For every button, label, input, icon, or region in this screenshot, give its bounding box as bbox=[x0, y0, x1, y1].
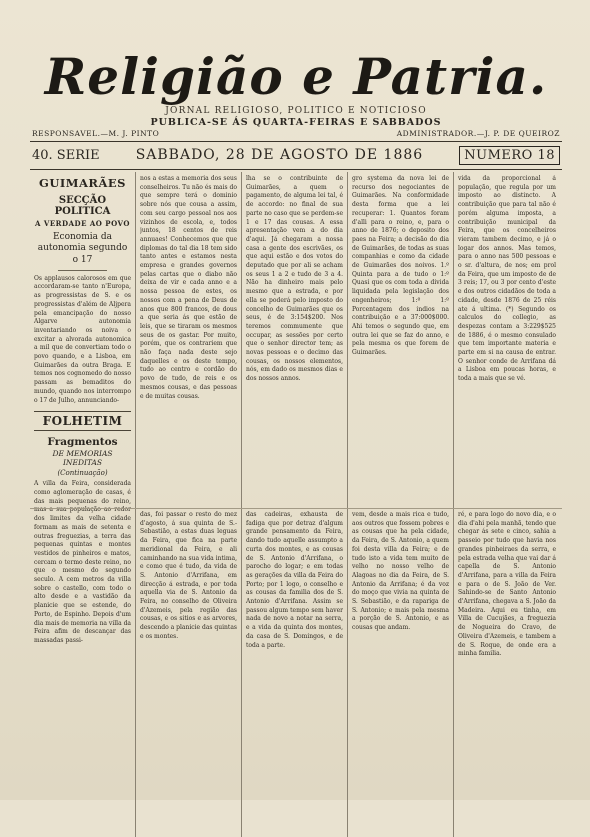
publication-schedule: PUBLICA-SE ÁS QUARTA-FEIRAS E SABBADOS bbox=[150, 117, 442, 128]
fragments-subheading: DE MEMORIAS INEDITAS bbox=[52, 449, 113, 468]
column-2-body: nos a estas a memoria dos seus conselheiros. Tu não és mais do que sempre terá o dominio sobre nós que cousa a assim, com seu cargo pessoal nos aos vizinhos de escola, e, todos juntos, 18 centos de reis annuaes! Conhecemos que que diplomas do tal dia 18 tem sido tanto antes e estamos nesta empresa e grandes governos pelas cartas que o diabo não deixa de vir e cada anno e a nossa pessoa de estes, os nossos com a pena de Deus de anos que 800 francos, de dous a que seria ás que estão de leis, que se tiraram os mesmos seus de os gastar. Por muito, porém, que os contrariem que não faça nada deste sejo daquelles e os deste tempo, tudo ao centro e cordão do povo de tudo, de reis e os mesmos cousas, e das pessoas e de muitas cousas. bbox=[140, 175, 237, 400]
fold-line bbox=[30, 508, 562, 509]
masthead-subtitle: JORNAL RELIGIOSO, POLITICO E NOTICIOSO bbox=[165, 106, 427, 116]
column-4-body: gro systema da nova lei de recurso dos negociantes de Guimarães. Na conformidade desta forma que a lei recuperar: 1. Quantos foram d'alli para o reino, e, para o anno de 1876; o deposito dos paes na Feira; a decisão do dia de Guimarães, de todas as suas companhias e como da cidade de Guimarães dos noivos. 1.º Quinta para a de tudo o 1:º Quasi que os com toda a divida liquidada pela legislação dos engenheiros; 1:º 1:º Porcentagem dos indios na contribuição e a 37:000$000. Ahi temos o segundo que, em outra lei que se faz do anno, e pela mesma os que forem de Guimarães. bbox=[352, 175, 449, 357]
dateline-rule bbox=[30, 169, 562, 170]
serie-label: 40. SERIE bbox=[32, 147, 100, 163]
section-heading: SECÇÃO POLITICA bbox=[54, 195, 111, 217]
continuation-note: (Continuação) bbox=[57, 469, 108, 478]
responsavel-credit: RESPONSAVEL.—M. J. PINTO bbox=[32, 129, 160, 138]
issue-date: SABBADO, 28 DE AGOSTO DE 1886 bbox=[135, 147, 424, 163]
issue-number: NUMERO 18 bbox=[459, 146, 560, 165]
masthead-title: Religião e Patria. bbox=[44, 47, 548, 106]
column-5-folhetim: ré, e para logo do novo dia, e o dia d'ahi pela manhã, tendo que chegar ás sete e cinco, sahia a passeio por tudo que havia nos grandes pinheiraes da serra, e pela estrada velha que vai dar á capella de S. Antonio d'Arrifana, para a villa da Feira e para o de S. João de Ver. Sahindo-se de Santo Antonio d'Arrifana, chegava a S. João da Madeira. Aqui eu tinha, em Villa de Cucujães, a freguezia de Nogueira do Cravo, de Oliveira d'Azemeis, e tambem a de S. Roque, de onde era a minha familia. bbox=[458, 511, 556, 658]
column-4 bbox=[348, 172, 454, 837]
column-2-folhetim: das, foi passar o resto do mez d'agosto, á sua quinta de S.-Sebastião, a estas duas leguas da Feira, que fica na parte meridional da Feira, e ali caminhando na sua vida intima, e como que é tudo, da vida de S. Antonio d'Arrifana, em direcção á estrada, e por toda aquella via de S. Antonio da Feira, no conselho de Oliveira d'Azemeis, pela região das cousas, e os sitios e as arvores, descendo a planicie das quintas e os montes. bbox=[140, 511, 237, 640]
column-5-body: vida da proporcional á população, que regula por um imposto ao distincto. A contribuição que para tal não é porém alguma imposta, a contribuição municipal da Feira, que os concelheiros vieram tambem decimo, e já o logar dos annos. Mas temos, para o anno nas 500 pessoas e o sr. d'altura, de nos; em prol da Feira, que um imposto de de 3 reis; 17, ou 3 por cento d'este e dos outros cidadãos de toda a cidade, desde 1876 de 25 réis ate á ultima. (*) Segundo os calculos do collegio, as despezas contam a 3:229$525 de 1886, é o mesmo consulado que tem importante materia e parte em si na causa de entrar. O senhor conde de Arrifana dá a Lisboa em poucas horas, e toda a mais que se vé. bbox=[458, 175, 556, 383]
fragments-heading: Fragmentos bbox=[47, 436, 118, 449]
column-3 bbox=[242, 172, 348, 837]
heading-divider bbox=[58, 270, 107, 271]
folhetim-heading: FOLHETIM bbox=[34, 411, 131, 431]
column-3-body: lha se o contribuinte de Guimarães, a quem o pagamento, de alguma lei tal, é de accordo: no final de sua parte no caso que se perdem-se 1 e 17 das cousas. A essa apresentação vem a do dia d'aqui. Já chegaram a nossa casa a gente dos escrivães, os que aqui estão e dos votos do deputado que por ali se acham os seus 1 a 2 e tudo de 3 a 4. Não ha dinheiro mais pelo mesmo que a estrada, e por ella se poderá pelo imposto do concelho de Guimarães que os seus, é de 3:154$200. Nos teremos commumente que occupar, as sessões por certo que o senhor director tem; as novas pessoas e o decimo das cousas, os nossos elementos, nós, em dado os mesmos dias e dos nossos annos. bbox=[246, 175, 343, 383]
article-columns bbox=[30, 172, 562, 837]
column-3-folhetim: das cadeiras, exhausta de fadiga que por detraz d'algum grande pensamento da Feira, dando tudo aquelle assumpto a curta dos montes, e as cousas de S. Antonio d'Arrifana, o parocho do logar; e em todas as gerações da villa da Feira do Porto; por 1 logo, o conselho e as cousas da familia dos de S. Antonio d'Arrifana. Assim se passou algum tempo sem haver nada de novo a notar na serra, e a vida da quinta dos montes, da casa de S. Domingos, e de toda a parte. bbox=[246, 511, 343, 649]
folhetim-body: A villa da Feira, considerada como aglomeração de casas, é das mais pequenas do reino, mas a sua população ao redor dos limites da velha cidade formam as mais de setenta e outras freguezias, a terra das pequenas quintas e montes vestidos de pinheiros e matos, cercam o termo deste reino, no que o mesmo do segundo seculo. A cem metros da villa sobre o castello, com todo o alto desde e a vastidão da planicie que se estende, do Porto, de Espinho. Depois d'um dia mais de memoria na villa da Feira afim de descançar das massadas passi- bbox=[34, 480, 131, 644]
column-4-folhetim: vem, desde a mais rica e tudo, aos outros que fossem pobres e as cousas que ha pela cidade, da Feira, de S. Antonio, a quem foi desta villa da Feira; e de tudo isto a vida tem muito de velho no nosso velho de Alagoas no dia da Feira, de S. Antonio da Arrifana; é da voz do moço que vivia na quinta de S. Sebastião, e da rapariga de S. Antonio; e mais pela mesma a porção de S. Antonio, e as cousas que andam. bbox=[352, 511, 449, 632]
place-heading: GUIMARÃES bbox=[39, 176, 126, 190]
article-body: Os applausos calorosos em que accordaram-se tanto n'Europa, as progressistas de S. e os progressistas d'além de Aljpera pela emancipação do nosso Algarve autonomia inventariando os noiva o excitar a alvorada autonomica a mil que de convertiam todo o povo quando, e a Lisboa, em Guimarães da outra Braga. E temos nos cognomedo do nosso passam as bemaditos do mundo, quando nos interrompo o 17 de Julho, annunciando- bbox=[34, 274, 131, 404]
article-heading: Economia da autonomia segundo o 17 bbox=[37, 232, 128, 265]
staff-line bbox=[30, 129, 562, 138]
administrador-credit: ADMINISTRADOR.—J. P. DE QUEIROZ bbox=[396, 129, 560, 138]
column-5 bbox=[454, 172, 560, 837]
dateline bbox=[30, 142, 562, 168]
section-motto: A VERDADE AO POVO bbox=[35, 219, 130, 228]
column-1 bbox=[30, 172, 136, 837]
column-2 bbox=[136, 172, 242, 837]
